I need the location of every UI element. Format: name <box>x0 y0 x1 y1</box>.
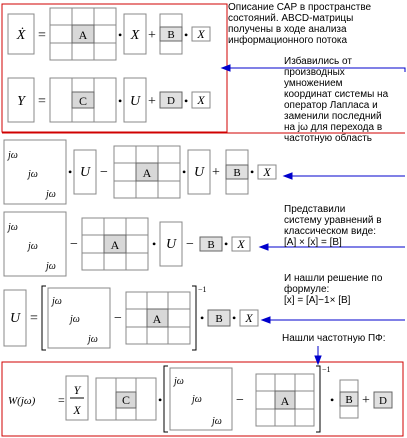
svg-text:U: U <box>165 237 177 252</box>
svg-text:•: • <box>184 28 189 42</box>
arrow-5 <box>315 346 321 364</box>
svg-text:jω: jω <box>28 169 38 180</box>
svg-text:•: • <box>184 94 189 108</box>
svg-text:jω: jω <box>192 394 202 405</box>
svg-text:U: U <box>193 165 205 180</box>
equation-output <box>8 78 210 122</box>
svg-text:−: − <box>236 393 244 408</box>
svg-text:jω: jω <box>28 241 38 252</box>
dot-op: • <box>118 28 123 42</box>
svg-text:Y: Y <box>73 383 81 397</box>
svg-text:−1: −1 <box>322 365 331 374</box>
svg-text:−: − <box>70 237 78 252</box>
svg-text:A: A <box>142 166 152 180</box>
svg-text:U: U <box>129 94 141 109</box>
xdot-symbol: Ẋ <box>16 28 26 43</box>
matrix-a-4 <box>82 218 148 270</box>
svg-text:+: + <box>362 393 370 408</box>
svg-text:C: C <box>78 94 88 108</box>
x-vector: X <box>130 28 140 43</box>
svg-text:•: • <box>232 311 237 325</box>
matrix-b-label: B <box>167 29 175 41</box>
matrix-a-6 <box>256 374 314 426</box>
svg-text:+: + <box>212 165 220 180</box>
equation-state <box>8 8 210 60</box>
inverse-exponent: −1 <box>198 285 207 294</box>
svg-text:•: • <box>200 311 205 325</box>
svg-text:B: B <box>233 167 241 179</box>
matrix-a-1 <box>50 8 116 60</box>
svg-text:jω: jω <box>174 376 184 387</box>
svg-text:jω: jω <box>70 314 80 325</box>
svg-text:jω: jω <box>88 334 98 345</box>
svg-text:=: = <box>58 393 65 407</box>
svg-text:•: • <box>182 165 187 179</box>
svg-text:U: U <box>79 165 91 180</box>
svg-text:A: A <box>152 312 162 326</box>
equation-frequency <box>4 140 276 204</box>
jw-diag-matrix-4 <box>4 212 66 276</box>
svg-text:X: X <box>237 237 245 251</box>
matrix-a-3 <box>114 146 180 198</box>
matrix-c-6 <box>96 378 156 420</box>
svg-text:A: A <box>110 238 120 252</box>
svg-text:D: D <box>379 395 387 407</box>
note-classic-form: Представили систему уравнений в классическом виде: [A] × [x] = [B] <box>284 204 382 248</box>
svg-text:•: • <box>152 237 157 251</box>
arrow-4 <box>262 317 405 323</box>
note-transfer-function: Нашли частотную ПФ: <box>282 333 386 344</box>
matrix-c-1 <box>50 78 116 122</box>
svg-text:X: X <box>263 165 271 179</box>
svg-text:−: − <box>100 165 108 180</box>
jw-diag-matrix-3 <box>4 140 66 204</box>
svg-text:B: B <box>215 313 223 325</box>
svg-text:U: U <box>9 311 21 326</box>
jw-diag-matrix-5 <box>48 288 110 348</box>
svg-text:X: X <box>73 403 81 417</box>
plus-op: + <box>148 28 156 43</box>
svg-text:C: C <box>121 393 131 407</box>
svg-text:jω: jω <box>46 261 56 272</box>
svg-text:•: • <box>224 237 229 251</box>
svg-text:•: • <box>330 393 335 407</box>
svg-text:X: X <box>245 311 253 325</box>
svg-text:+: + <box>148 94 156 109</box>
note-solution: И нашли решение по формуле: [x] = [A]−1× [B] <box>284 273 383 306</box>
note-highlight: информационного потока <box>228 35 348 46</box>
note-laplace: Избавились от производных умножением координат системы на оператор Лапласа и заменили последний на jω для перехода в частотную область <box>284 56 389 144</box>
svg-text:jω: jω <box>8 150 18 161</box>
equation-classic <box>4 212 250 276</box>
svg-text:D: D <box>167 95 175 107</box>
y-vector: Y <box>17 94 25 109</box>
matrix-a-5 <box>126 292 190 344</box>
svg-text:•: • <box>250 165 255 179</box>
svg-text:−: − <box>186 237 194 252</box>
svg-text:=: = <box>30 311 38 326</box>
svg-text:•: • <box>118 94 123 108</box>
w-label: W(jω) <box>8 395 36 407</box>
svg-text:X: X <box>197 93 205 107</box>
note-state-space: Описание САР в пространстве состояний. ABCD-матрицы получены в ходе анализа информационного потока <box>228 2 372 46</box>
svg-text:jω: jω <box>212 416 222 427</box>
input-x: X <box>197 27 205 41</box>
jw-diag-matrix-6 <box>170 368 232 430</box>
svg-text:A: A <box>280 394 290 408</box>
arrow-2 <box>284 173 405 179</box>
eq-sign: = <box>38 28 46 43</box>
frame-state-space <box>2 4 227 132</box>
svg-text:•: • <box>68 165 73 179</box>
matrix-a-label: A <box>78 28 88 42</box>
svg-text:B: B <box>345 394 353 406</box>
svg-text:•: • <box>158 393 163 407</box>
svg-text:jω: jω <box>52 296 62 307</box>
svg-text:jω: jω <box>8 222 18 233</box>
equation-solution <box>4 285 258 350</box>
svg-text:=: = <box>38 94 46 109</box>
equation-transfer-function <box>8 365 392 432</box>
svg-text:jω: jω <box>46 189 56 200</box>
svg-text:B: B <box>207 239 215 251</box>
svg-text:−: − <box>114 311 122 326</box>
